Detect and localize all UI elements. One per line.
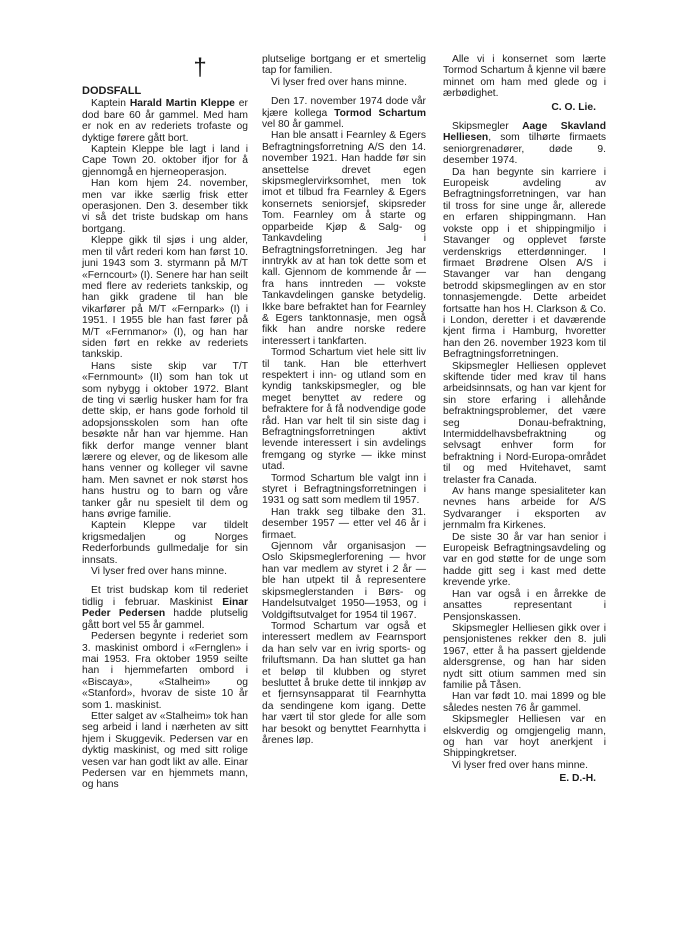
signature: E. D.-H. bbox=[559, 773, 596, 785]
paragraph: Kleppe gikk til sjøs i ung alder, men til vårt rederi kom han først 10. juni 1943 som 3. styrmann på M/T «Ferncourt» (I). Senere har han seilt med flere av rederiets tankskip, og han gikk gradene til han ble vikarfører på M/T «Fernpark» (I) i 1951. I 1955 ble han fast fører på M/T «Fernmanor» (I), og han har siden ført en rekke av rederiets tankskip. bbox=[82, 235, 248, 361]
paragraph: Tormod Schartum var også et interessert medlem av Fearnsport da han selv var en ivrig sports- og friluftsmann. Da han sluttet ga han et beløp til klubben og styret besluttet å bruke dette til innkjøp av et fjernsynsapparat til Fearnhytta da sendingene kom igang. Dette har vært til stor glede for alle som har besokt og benyttet Fearnhytta i årenes løp. bbox=[262, 620, 426, 746]
person-name: Aage Skavland Helliesen bbox=[443, 121, 606, 144]
person-name: Tormod Schartum bbox=[334, 107, 426, 119]
paragraph: Han ble ansatt i Fearnley & Egers Befragtningsforretning A/S den 14. november 1921. Han hadde før sin ansettelse drevet egen skipsmeglervirksomhet, men tok imot et tilbud fra Fearnley & Egers konsernets seniorsjef, skipsreder Tom. Fearnley om å starte og opparbeide Kjøp & Salg- og Tankavdeling i Befragtningsforretningen. Jeg har inntrykk av at han tok dette som et kall. Gjennom de kommende år — fra hans inntreden — vokste Tankavdelingen ganske betydelig. Ikke bare befraktet han for Fearnley & Egers tanktonnasje, men også fikk han andre norske redere interessert i tankfarten. bbox=[262, 130, 426, 347]
obituary-helliesen-intro: Skipsmegler Aage Skavland Helliesen, som tilhørte firmaets seniorgrenadører, døde 9. desember 1974. bbox=[443, 121, 606, 167]
column-1 bbox=[82, 54, 248, 791]
paragraph: Alle vi i konsernet som lærte Tormod Schartum å kjenne vil bære minnet om ham med glede og i ærbødighet. bbox=[443, 54, 606, 100]
closing-line: Vi lyser fred over hans minne. bbox=[91, 566, 228, 578]
paragraph: Da han begynte sin karriere i Europeisk avdeling av Befragtningsforretningen, var han til tross for sine unge år, allerede en erfaren shippingmann. Han vokste opp i et shippingmiljo i Stavanger og opplevet første verdenskrigs etterdønninger. I firmaet Brødrene Olsen A/S i Stavanger var han dengang betrodd skipsmeglingen av en stor tonnasjemengde. Dette arbeidet fortsatte han hos H. Clarkson & Co. i London, deretter i et daværende kjent firma i Hamburg, hvoretter han den 26. november 1923 kom til Befragtningsforretningen. bbox=[443, 166, 606, 361]
paragraph: Hans siste skip var T/T «Fernmount» (II) som han tok ut som nybygg i oktober 1972. Blant de ting vi særlig husker ham for fra dette skip, er hans gode forhold til adopsjonsskolen som han ofte besøkte når han var hjemme. Han fikk derfor mange venner blant lærere og elever, og de likesom alle hans venner og kolleger vil savne ham. Men savnet er nok størst hos hans hustru og to barn og våre tanker går nu spesielt til dem og hans øvrige familie. bbox=[82, 360, 248, 521]
paragraph: Gjennom vår organisasjon — Oslo Skipsmeglerforening — hvor han var medlem av styret i 2 år — ble han utpekt til å representere skipsmeglerstanden i Børs- og Handelsutvalget 1950—1953, og i Voldgiftsutvalget for 1954 til 1967. bbox=[262, 541, 426, 621]
paragraph: Etter salget av «Stalheim» tok han seg arbeid i land i nærheten av sitt hjem i Skuggevik. Pedersen var en dyktig maskinist, og med sitt rolige vesen var han godt likt av alle. Einar Pedersen var en hjemmets mann, og hans bbox=[82, 710, 248, 791]
column-3 bbox=[443, 54, 606, 785]
paragraph: Kaptein Kleppe var tildelt krigsmedaljen og Norges Rederforbunds gullmedalje for sin innsats. bbox=[82, 520, 248, 566]
paragraph: De siste 30 år var han senior i Europeisk Befragtningsavdeling og var en god støtte for de unge som hadde gitt seg i kast med dette krevende yrke. bbox=[443, 531, 606, 589]
paragraph: Skipsmegler Helliesen var en elskverdig og omgjengelig mann, og han var hoyt anerkjent i Shippingkretser. bbox=[443, 714, 606, 760]
paragraph: Skipsmegler Helliesen gikk over i pensjonistenes rekker den 8. juli 1967, etter å ha passert gjeldende aldersgrense, og han har siden nydt sitt otium sammen med sin familie på Tåsen. bbox=[443, 622, 606, 691]
paragraph: Tormod Schartum ble valgt inn i styret i Befragtningsforretningen i 1931 og satt som medlem til 1957. bbox=[262, 472, 426, 507]
cross-icon: † bbox=[193, 54, 207, 81]
closing-line: Vi lyser fred over hans minne. bbox=[452, 759, 589, 771]
person-name: Harald Martin Kleppe bbox=[129, 98, 235, 110]
paragraph: Han kom hjem 24. november, men var ikke særlig frisk etter operasjonen. Den 3. desember tikk vi så det triste budskap om hans bortgang. bbox=[82, 178, 248, 235]
paragraph: Kaptein Kleppe ble lagt i land i Cape Town 20. oktober ifjor for å gjennomgå en hjerneoperasjon. bbox=[82, 144, 248, 178]
paragraph: Pedersen begynte i rederiet som 3. maskinist ombord i «Fernglen» i mai 1953. Fra oktober 1959 seilte han i hjemmefarten ombord i «Biscaya», «Stalheim» og «Stanford», hvorav de siste 10 år som 1. maskinist. bbox=[82, 631, 248, 711]
signature: C. O. Lie. bbox=[551, 101, 596, 113]
obituary-schartum-intro: Den 17. november 1974 dode vår kjære kollega Tormod Schartum vel 80 år gammel. bbox=[262, 96, 426, 131]
person-name: Einar Peder Pedersen bbox=[82, 596, 248, 620]
section-heading: DODSFALL bbox=[82, 85, 142, 97]
closing-line: Vi lyser fred over hans minne. bbox=[271, 76, 408, 88]
paragraph: Han var også i en årrekke de ansattes representant i Pensjonskassen. bbox=[443, 588, 606, 623]
paragraph: Tormod Schartum viet hele sitt liv til tank. Han ble etterhvert respektert i inn- og utland som en kyndig tankskipsmegler, og ble meget benyttet av redere og befraktere for å få nodvendige gode råd. Han var helt til sin siste dag i Befragtningsforretningen aktivt levende interessert i sin avdelings fremgang og styrke — ikke minst utad. bbox=[262, 347, 426, 473]
obituary-pedersen-intro: Et trist budskap kom til rederiet tidlig i februar. Maskinist Einar Peder Pedersen hadde plutselig gått bort vel 55 år gammel. bbox=[82, 585, 248, 631]
paragraph: plutselige bortgang er et smertelig tap for familien. bbox=[262, 54, 426, 77]
paragraph: Han trakk seg tilbake den 31. desember 1957 — etter vel 46 år i firmaet. bbox=[262, 506, 426, 541]
column-2 bbox=[262, 54, 426, 746]
paragraph: Han var født 10. mai 1899 og ble således nesten 76 år gammel. bbox=[443, 691, 606, 714]
paragraph: Av hans mange spesialiteter kan nevnes hans arbeide for A/S Sydvaranger i eksporten av jernmalm fra Kirkenes. bbox=[443, 486, 606, 532]
paragraph: Skipsmegler Helliesen opplevet skiftende tider med krav til hans arbeidsinnsats, og han var kjent for sin store erfaring i allehånde befraktningsproblemer, det være seg Donau-befraktning, Intermiddelhavsbefraktning og selvsagt enhver form for befraktning i Nord-Europa-området til og med Hvitehavet, samt trelaster fra Canada. bbox=[443, 360, 606, 486]
obituary-kleppe-intro: Kaptein Harald Martin Kleppe er dod bare 60 år gammel. Med ham er nok en av rederiets trofaste og dyktige førere gått bort. bbox=[82, 98, 248, 144]
